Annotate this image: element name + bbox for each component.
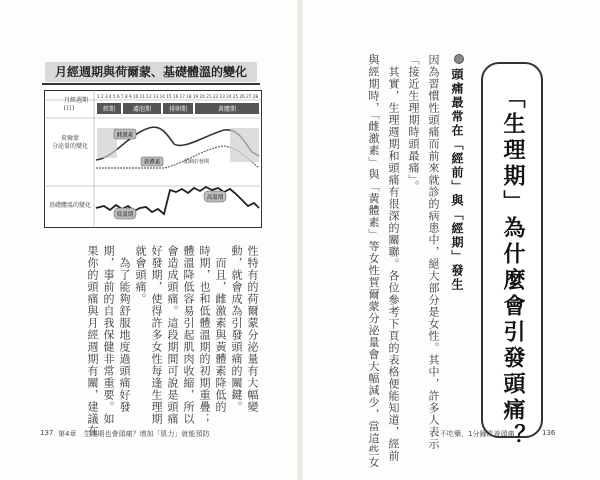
- chart-title: 月經週期與荷爾蒙、基礎體溫的變化: [45, 62, 257, 82]
- left-body-col-9: 為了能夠舒服地度過頭痛好發: [118, 245, 131, 413]
- left-body-col-6: 會造成頭痛。這段期間可說是頭痛: [166, 245, 179, 425]
- chart-title-underline: [42, 83, 260, 85]
- subhead-bullet-icon: [454, 54, 464, 64]
- row-label-hormone-1: 荷爾蒙: [60, 135, 80, 142]
- left-body-col-5: 體溫降低容易引起肌肉收縮，所以: [182, 245, 195, 425]
- left-running-footer: 第4章 生理期也會頭痛？增加「肌力」就能預防: [58, 430, 210, 438]
- row-label-cycle: 月經週期: [64, 97, 89, 104]
- left-body-col-10: 期，事前的自我保健非常重要。如: [102, 245, 115, 425]
- right-body-col-2: 「接近生理期時頭最痛」。: [407, 54, 420, 193]
- headache-period-label: 頭痛好發期: [184, 159, 210, 165]
- progesterone-label: 黃體素: [143, 159, 161, 166]
- high-temp-label: 高溫期: [206, 195, 224, 201]
- section-subhead: 頭痛最常在「經前」與「經期」發生: [450, 68, 464, 292]
- menstrual-cycle-figure: [44, 90, 262, 228]
- right-body-col-1: 因為習慣性頭痛而前來就診的病患中，絕大部分是女性。其中，許多人表示: [427, 54, 440, 450]
- left-body-col-7: 好發期，使得許多女性每逢生理期: [150, 245, 163, 425]
- chapter-title: 「生理期」為什麼會引發頭痛？: [500, 86, 525, 450]
- phase-menstruation: 經期: [102, 106, 116, 113]
- row-label-hormone-2: 分泌量的變化: [51, 143, 89, 150]
- right-body-col-4: 與經期時，「雌激素」與「黃體素」等女性賀爾蒙分泌量會大幅減少，當這些女: [367, 54, 380, 469]
- day-number-row: [97, 94, 258, 99]
- left-body-col-2: 動，就會成為引發頭痛的關鍵。: [230, 245, 243, 413]
- low-temp-label: 低溫期: [116, 212, 134, 218]
- left-body-col-8: 就會頭痛。: [134, 245, 147, 305]
- row-label-cycle-unit: (日): [63, 105, 75, 112]
- left-body-col-1: 性特有的荷爾蒙分泌量有大幅變: [246, 245, 259, 413]
- right-page-number: 136: [542, 429, 556, 437]
- left-page-number: 137: [40, 429, 54, 437]
- left-body-col-3: 而且，雌激素與黃體素降低的: [214, 245, 227, 413]
- svg-text:1 2 3 4 5 6 7 8 9 10 11 12 13: 1 2 3 4 5 6 7 8 9 10 11 12 13 14 15 16 17 18 19 20 21 22 23 24 25 26 27 28: [97, 94, 259, 99]
- headache-period-2: [230, 128, 259, 162]
- phase-follicular: 濾泡期: [132, 106, 152, 113]
- left-body-col-11: 果你的頭痛與月經週期有關，建議在: [86, 245, 99, 437]
- row-label-temperature: 基礎體溫的變化: [48, 202, 92, 209]
- left-body-col-4: 時期，也和低體溫期的初期重疊；: [198, 245, 211, 425]
- phase-ovulation: 排卵期: [168, 106, 188, 113]
- right-running-footer: 不吃藥，1分鐘改善頭痛: [440, 430, 515, 438]
- estrogen-label: 雌激素: [116, 132, 134, 139]
- phase-luteal: 黃體期: [217, 106, 237, 113]
- right-body-col-3: 其實，生理週期和頭痛有很深的關聯。各位參考下頁的表格便能知道，經前: [387, 54, 400, 462]
